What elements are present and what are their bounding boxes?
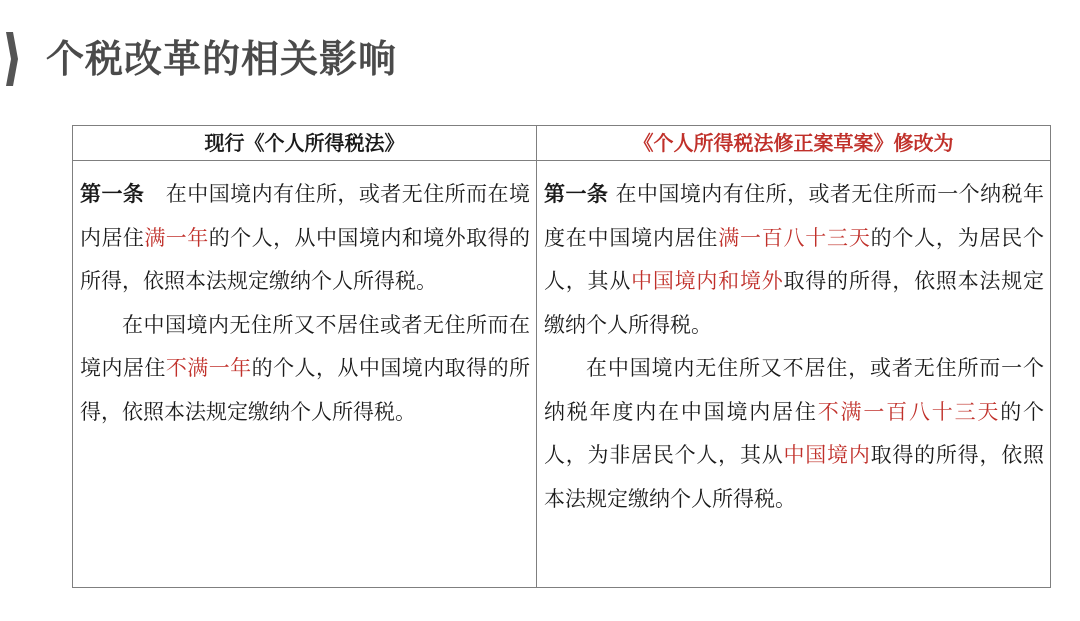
comparison-table [72,125,1051,588]
highlight-text: 不满一百八十三天 [817,399,1001,424]
highlight-text: 不满一年 [165,356,252,380]
article-lead: 第一条 [80,182,145,206]
header-current-law: 现行《个人所得税法》 [73,126,537,161]
title-chevron-marker [6,32,18,86]
amended-article-1-para2 [544,347,1044,521]
text-run: 在中国境内无住所又不居住或者无住所而在境内居住 [80,312,530,380]
text-run: 取得的所得，依照本法规定缴纳个人所得税。 [544,269,1045,337]
highlight-text: 中国境内和境外 [631,269,784,293]
text-run: 在中国境内有住所，或者无住所而一个纳税年度在中国境内居住 [544,182,1045,250]
title-bar [0,28,1080,88]
header-amended-law: 《个人所得税法修正案草案》修改为 [537,126,1051,161]
table-body-row [73,161,1051,588]
text-run: 在中国境内有住所，或者无住所而在境内居住 [80,182,531,250]
current-article-1-para2 [80,304,530,435]
current-law-cell [73,161,537,588]
highlight-text: 满一年 [144,225,209,250]
text-run: 的个人，从中国境内和境外取得的所得，依照本法规定缴纳个人所得税。 [80,225,531,293]
text-run: 的个人，从中国境内取得的所得，依照本法规定缴纳个人所得税。 [80,356,531,424]
current-article-1-para1 [80,173,530,304]
text-run: 在中国境内无住所又不居住，或者无住所而一个纳税年度内在中国境内居住 [544,356,1044,424]
amended-article-1-para1 [544,173,1044,347]
table-header-row [73,126,1051,161]
text-run: 的个人，为非居民个人，其从 [544,399,1045,467]
text-run: 取得的所得，依照本法规定缴纳个人所得税。 [544,443,1045,511]
amended-law-cell [537,161,1051,588]
article-lead: 第一条 [544,182,609,206]
page-title: 个税改革的相关影响 [46,37,398,81]
highlight-text: 满一百八十三天 [718,225,871,250]
highlight-text: 中国境内 [783,443,871,467]
text-run: 的个人，为居民个人，其从 [544,225,1045,293]
